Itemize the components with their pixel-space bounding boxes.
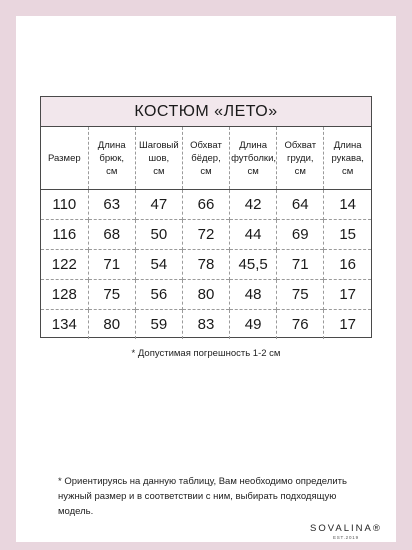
measurement-cell: 42 <box>230 190 277 220</box>
column-header <box>277 127 324 190</box>
measurement-cell: 80 <box>88 310 135 340</box>
size-table <box>40 96 372 338</box>
size-grid <box>41 127 371 339</box>
measurement-cell: 69 <box>277 220 324 250</box>
measurement-cell: 45,5 <box>230 250 277 280</box>
column-header-line: Размер <box>47 152 81 164</box>
column-header-line: см <box>153 165 165 177</box>
column-header-line: см <box>342 165 354 177</box>
column-header-line: брюк, <box>99 152 125 164</box>
column-header <box>230 127 277 190</box>
column-header-line: см <box>106 165 118 177</box>
measurement-cell: 44 <box>230 220 277 250</box>
measurement-cell: 16 <box>324 250 371 280</box>
brand-name: SOVALINA® <box>310 523 382 534</box>
measurement-cell: 49 <box>230 310 277 340</box>
measurement-cell: 14 <box>324 190 371 220</box>
measurement-cell: 71 <box>88 250 135 280</box>
measurement-cell: 83 <box>182 310 229 340</box>
measurement-cell: 78 <box>182 250 229 280</box>
measurement-cell: 17 <box>324 310 371 340</box>
column-header-line: груди, <box>286 152 314 164</box>
size-cell: 134 <box>41 310 88 340</box>
table-row <box>41 190 371 220</box>
measurement-cell: 50 <box>135 220 182 250</box>
size-cell: 116 <box>41 220 88 250</box>
column-header-line: Обхват <box>190 139 222 151</box>
measurement-cell: 76 <box>277 310 324 340</box>
column-header-line: шов, <box>148 152 170 164</box>
column-header-line: футболки, <box>231 152 277 164</box>
column-header-line: бёдер, <box>191 152 221 164</box>
measurement-cell: 56 <box>135 280 182 310</box>
column-header-line: Длина <box>239 139 268 151</box>
measurement-cell: 75 <box>88 280 135 310</box>
measurement-cell: 66 <box>182 190 229 220</box>
size-cell: 122 <box>41 250 88 280</box>
size-cell: 110 <box>52 196 77 213</box>
column-header-line: Длина <box>97 139 126 151</box>
column-header-line: см <box>247 165 259 177</box>
column-header <box>135 127 182 190</box>
measurement-cell: 63 <box>88 190 135 220</box>
column-header-line: см <box>200 165 212 177</box>
brand-est: EST.2019 <box>332 534 359 540</box>
measurement-cell: 48 <box>230 280 277 310</box>
column-header-line: Длина <box>333 139 362 151</box>
measurement-cell: 64 <box>277 190 324 220</box>
tolerance-note: * Допустимая погрешность 1-2 см <box>131 348 281 359</box>
footer-note: * Ориентируясь на данную таблицу, Вам необходимо определить нужный размер и в соответствии с ним, выбирать подходящую модель. <box>58 476 347 517</box>
table-row <box>41 310 371 340</box>
column-header-line: см <box>294 165 306 177</box>
table-title: КОСТЮМ «ЛЕТО» <box>41 97 371 127</box>
column-header <box>41 127 88 190</box>
measurement-cell: 71 <box>277 250 324 280</box>
table-row <box>41 280 371 310</box>
header-row <box>41 127 371 190</box>
table-row <box>41 220 371 250</box>
measurement-cell: 47 <box>135 190 182 220</box>
column-header <box>182 127 229 190</box>
column-header <box>324 127 371 190</box>
table-body <box>41 190 371 340</box>
measurement-cell: 68 <box>88 220 135 250</box>
column-header <box>88 127 135 190</box>
column-header-line: Обхват <box>284 139 317 151</box>
column-header-line: рукава, <box>331 152 364 164</box>
brand-logo <box>310 524 382 540</box>
size-chart-card <box>16 16 396 542</box>
column-header-line: Шаговый <box>138 139 179 151</box>
measurement-cell: 72 <box>182 220 229 250</box>
measurement-cell: 17 <box>324 280 371 310</box>
measurement-cell: 59 <box>135 310 182 340</box>
measurement-cell: 80 <box>182 280 229 310</box>
measurement-cell: 54 <box>135 250 182 280</box>
table-row <box>41 250 371 280</box>
measurement-cell: 15 <box>324 220 371 250</box>
measurement-cell: 75 <box>277 280 324 310</box>
size-cell: 128 <box>41 280 88 310</box>
